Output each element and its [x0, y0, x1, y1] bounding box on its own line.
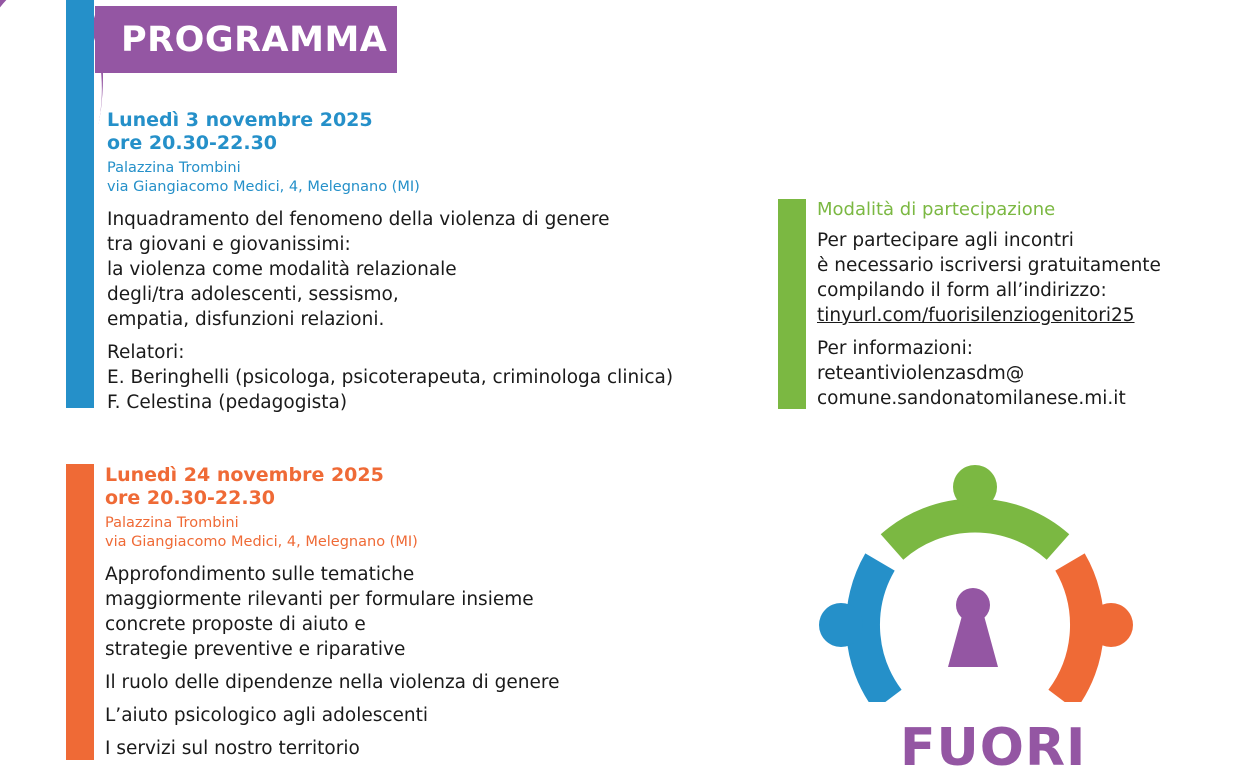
event-1-description [107, 207, 673, 332]
contact-email[interactable] [817, 361, 1161, 411]
event-1-date: Lunedì 3 novembre 2025 [107, 109, 373, 131]
event-2-address: via Giangiacomo Medici, 4, Melegnano (MI) [105, 534, 418, 550]
event-2-date: Lunedì 24 novembre 2025 [105, 464, 384, 486]
page-title-banner [95, 6, 397, 73]
description-line: tra giovani e giovanissimi: [107, 234, 351, 255]
event-2-venue: Palazzina Trombini [105, 515, 239, 531]
event-1-address: via Giangiacomo Medici, 4, Melegnano (MI) [107, 179, 420, 195]
event-1-time: ore 20.30-22.30 [107, 132, 278, 154]
event-1-accent-bar [66, 0, 94, 408]
participation-text [817, 228, 1161, 328]
email-line: reteantiviolenzasdm@ [817, 363, 1025, 384]
description-line: Inquadramento del fenomeno della violenza di genere [107, 209, 610, 230]
participation-line: compilando il form all’indirizzo: [817, 280, 1107, 301]
participation-line: Per partecipare agli incontri [817, 230, 1074, 251]
speaker: F. Celestina (pedagogista) [107, 392, 348, 413]
email-line: comune.sandonatomilanese.mi.it [817, 388, 1126, 409]
event-2-description [105, 562, 559, 662]
description-line: Approfondimento sulle tematiche [105, 564, 415, 585]
page-title: PROGRAMMA [121, 20, 388, 60]
description-line: la violenza come modalità relazionale [107, 259, 457, 280]
event-2 [105, 464, 559, 761]
participation-heading: Modalità di partecipazione [817, 199, 1056, 220]
participation-accent-bar [778, 199, 806, 409]
event-1-speakers [107, 340, 673, 415]
event-1-venue: Palazzina Trombini [107, 160, 241, 176]
info-label: Per informazioni: [817, 338, 973, 359]
event-2-accent-bar [66, 464, 94, 760]
event-2-time: ore 20.30-22.30 [105, 487, 276, 509]
contact-info [817, 336, 1161, 411]
speakers-label: Relatori: [107, 342, 185, 363]
participation-section [817, 198, 1161, 411]
description-line: empatia, disfunzioni relazioni. [107, 309, 385, 330]
description-line: concrete proposte di aiuto e [105, 614, 366, 635]
description-line: maggiormente rilevanti per formulare insieme [105, 589, 534, 610]
description-line: strategie preventive e riparative [105, 639, 406, 660]
event-2-topic: Il ruolo delle dipendenze nella violenza di genere [105, 672, 560, 693]
logo-wordmark: FUORI [900, 718, 1087, 778]
event-2-topic: I servizi sul nostro territorio [105, 738, 360, 759]
registration-link[interactable]: tinyurl.com/fuorisilenziogenitori25 [817, 305, 1135, 326]
fuori-logo-icon [808, 462, 1142, 702]
participation-line: è necessario iscriversi gratuitamente [817, 255, 1161, 276]
speaker: E. Beringhelli (psicologa, psicoterapeuta, criminologa clinica) [107, 367, 674, 388]
event-1 [107, 109, 673, 415]
description-line: degli/tra adolescenti, sessismo, [107, 284, 399, 305]
event-2-topic: L’aiuto psicologico agli adolescenti [105, 705, 429, 726]
